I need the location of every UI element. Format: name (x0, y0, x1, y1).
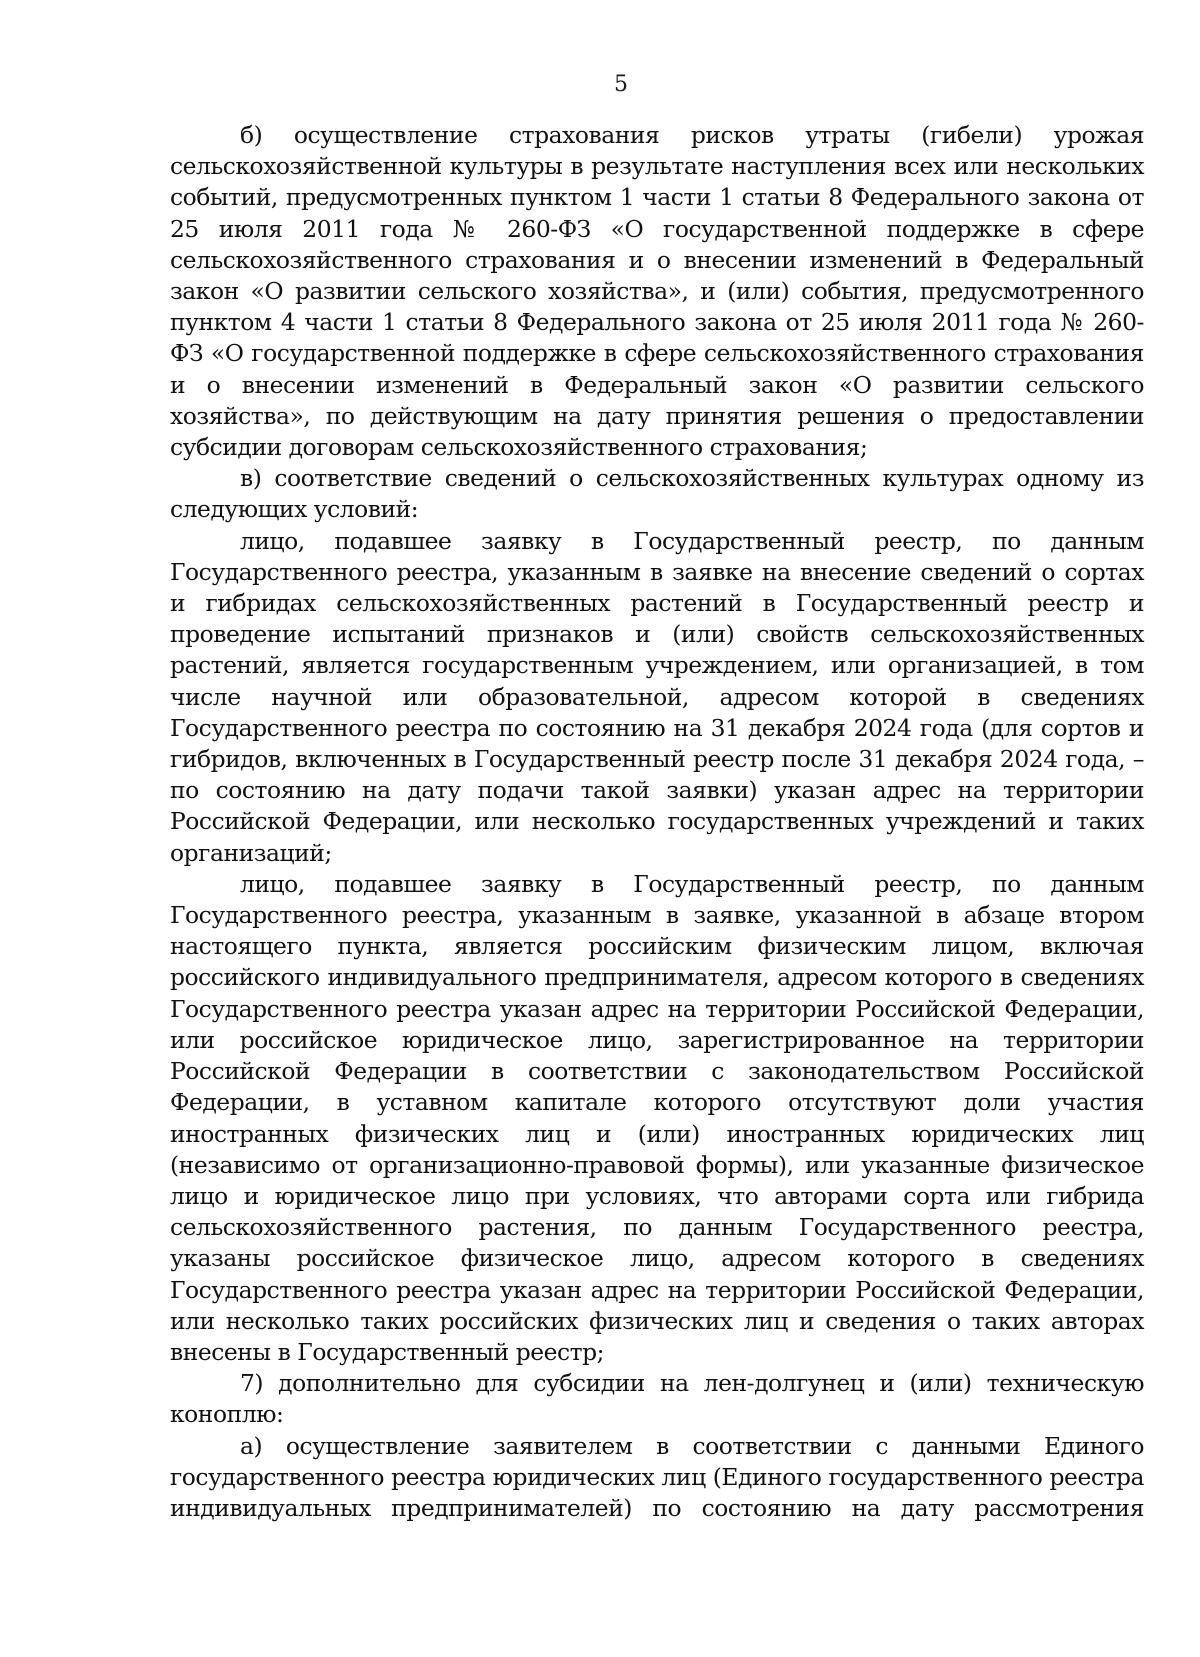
page-number: 5 (614, 72, 628, 97)
paragraph-condition-state-institution: лицо, подавшее заявку в Государственный реестр, по данным Государственного реестра, указанным в заявке на внесение сведений о сортах и гибридах сельскохозяйственных растений в Государственный реестр и проведение испытаний признаков и (или) свойств сельскохозяйственных растений, является государственным учреждением, или организацией, в том числе научной или образовательной, адресом которой в сведениях Государственного реестра по состоянию на 31 декабря 2024 года (для сортов и гибридов, включенных в Государственный реестр после 31 декабря 2024 года, – по состоянию на дату подачи такой заявки) указан адрес на территории Российской Федерации, или несколько государственных учреждений и таких организаций; (170, 526, 1144, 867)
paragraph-subitem-b: б) осуществление страхования рисков утраты (гибели) урожая сельскохозяйственной культуры в результате наступления всех или нескольких событий, предусмотренных пунктом 1 части 1 статьи 8 Федерального закона от 25 июля 2011 года № 260-ФЗ «О государственной поддержке в сфере сельскохозяйственного страхования и о внесении изменений в Федеральный закон «О развитии сельского хозяйства», и (или) события, предусмотренного пунктом 4 части 1 статьи 8 Федерального закона от 25 июля 2011 года № 260-ФЗ «О государственной поддержке в сфере сельскохозяйственного страхования и о внесении изменений в Федеральный закон «О развитии сельского хозяйства», по действующим на дату принятия решения о предоставлении субсидии договорам сельскохозяйственного страхования; (170, 121, 1144, 462)
document-body (170, 120, 1144, 1524)
paragraph-subitem-v: в) соответствие сведений о сельскохозяйственных культурах одному из следующих условий: (170, 464, 1144, 524)
paragraph-condition-russian-person: лицо, подавшее заявку в Государственный реестр, по данным Государственного реестра, указанным в заявке, указанной в абзаце втором настоящего пункта, является российским физическим лицом, включая российского индивидуального предпринимателя, адресом которого в сведениях Государственного реестра указан адрес на территории Российской Федерации, или российское юридическое лицо, зарегистрированное на территории Российской Федерации в соответствии с законодательством Российской Федерации, в уставном капитале которого отсутствуют доли участия иностранных физических лиц и (или) иностранных юридических лиц (независимо от организационно-правовой формы), или указанные физическое лицо и юридическое лицо при условиях, что авторами сорта или гибрида сельскохозяйственного растения, по данным Государственного реестра, указаны российское физическое лицо, адресом которого в сведениях Государственного реестра указан адрес на территории Российской Федерации, или несколько таких российских физических лиц и сведения о таких авторах внесены в Государственный реестр; (170, 869, 1144, 1366)
paragraph-item-7: 7) дополнительно для субсидии на лен-долгунец и (или) техническую коноплю: (170, 1369, 1144, 1429)
paragraph-subitem-a: а) осуществление заявителем в соответствии с данными Единого государственного реестра юридических лиц (Единого государственного реестра индивидуальных предпринимателей) по состоянию на дату рассмотрения (170, 1431, 1144, 1522)
